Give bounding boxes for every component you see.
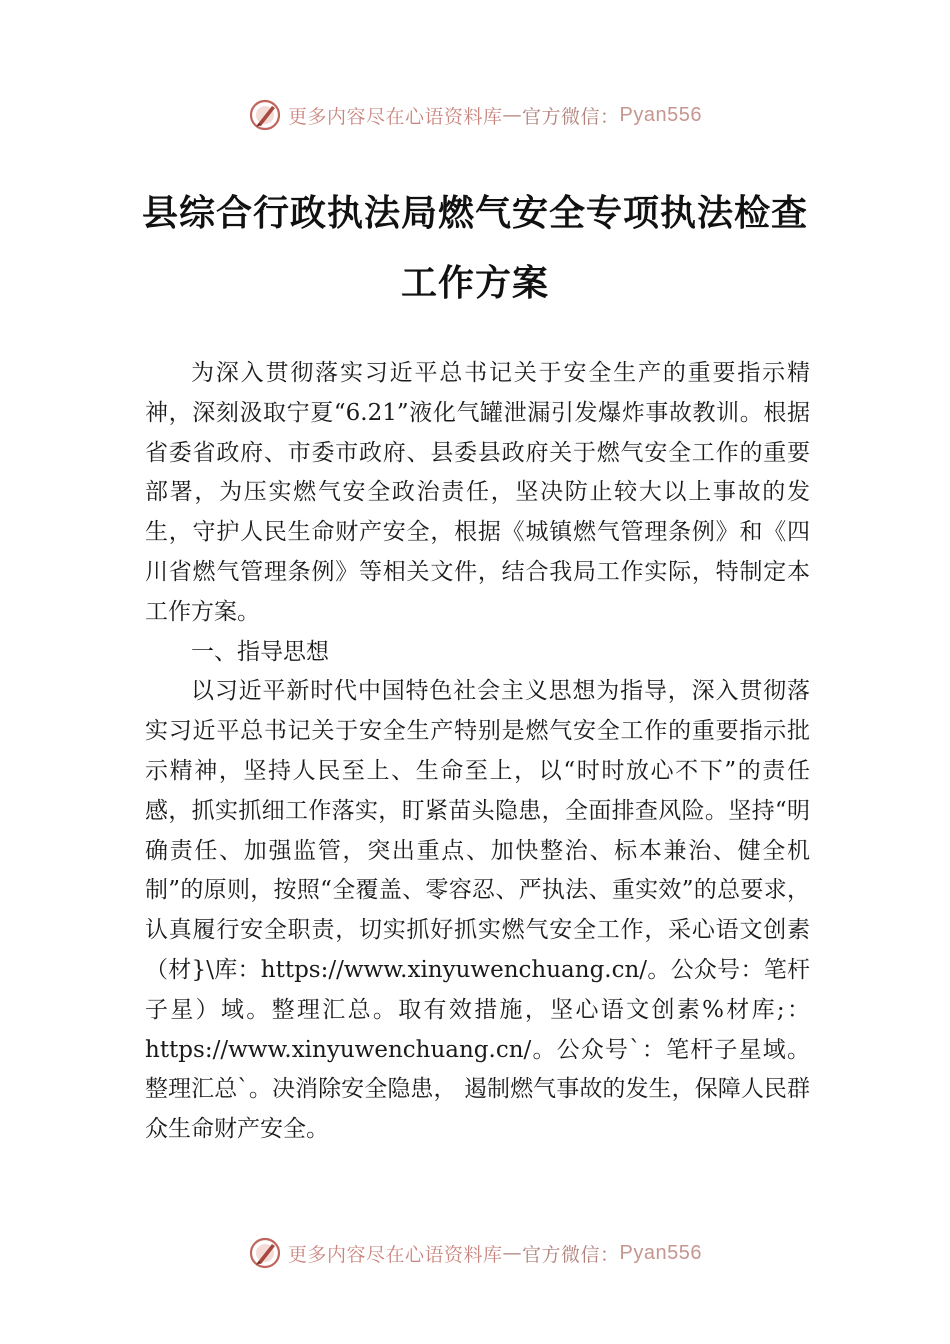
watermark-wechat-label: 官方微信： xyxy=(522,1243,620,1266)
document-title-line-2: 工作方案 xyxy=(400,262,549,304)
watermark-brand-text: 更多内容尽在心语资料库 xyxy=(288,1243,503,1266)
watermark-separator: — xyxy=(502,104,523,126)
quill-pen-circle-icon xyxy=(248,98,282,132)
watermark-separator: — xyxy=(502,1242,523,1264)
quill-pen-circle-icon xyxy=(248,1236,282,1270)
watermark-brand-text: 更多内容尽在心语资料库 xyxy=(288,105,503,128)
watermark-account: Pyan556 xyxy=(619,1241,702,1264)
watermark-account: Pyan556 xyxy=(619,103,702,126)
top-watermark-banner xyxy=(0,95,950,135)
watermark-wechat-label: 官方微信： xyxy=(522,105,620,128)
document-title-line-1: 县综合行政执法局燃气安全专项执法检查 xyxy=(141,192,808,234)
document-body xyxy=(145,354,810,1150)
bottom-watermark-banner xyxy=(0,1233,950,1273)
section-1-heading: 一、指导思想 xyxy=(191,638,329,665)
intro-paragraph: 为深入贯彻落实习近平总书记关于安全生产的重要指示精神，深刻汲取宁夏“6.21”液化气罐泄漏引发爆炸事故教训。根据省委省政府、市委市政府、县委县政府关于燃气安全工作的重要部署，为压实燃气安全政治责任，坚决防止较大以上事故的发生，守护人民生命财产安全，根据《城镇燃气管理条例》和《四川省燃气管理条例》等相关文件，结合我局工作实际，特制定本工作方案。 xyxy=(145,360,810,625)
section-1-paragraph: 以习近平新时代中国特色社会主义思想为指导，深入贯彻落实习近平总书记关于安全生产特别是燃气安全工作的重要指示批示精神，坚持人民至上、生命至上，以“时时放心不下”的责任感，抓实抓细工作落实，盯紧苗头隐患，全面排查风险。坚持“明确责任、加强监管，突出重点、加快整治、标本兼治、健全机制”的原则，按照“全覆盖、零容忍、严执法、重实效”的总要求，认真履行安全职责，切实抓好抓实燃气安全工作，采心语文创素（材}\库：https://www.xinyuwenchuang.cn/。公众号：笔杆子星）域。整理汇总。取有效措施，坚心语文创素%材库;：https://www.xinyuwenchuang.cn/。公众号`：笔杆子星域。整理汇总`。决消除安全隐患， 遏制燃气事故的发生，保障人民群众生命财产安全。 xyxy=(145,678,810,1143)
